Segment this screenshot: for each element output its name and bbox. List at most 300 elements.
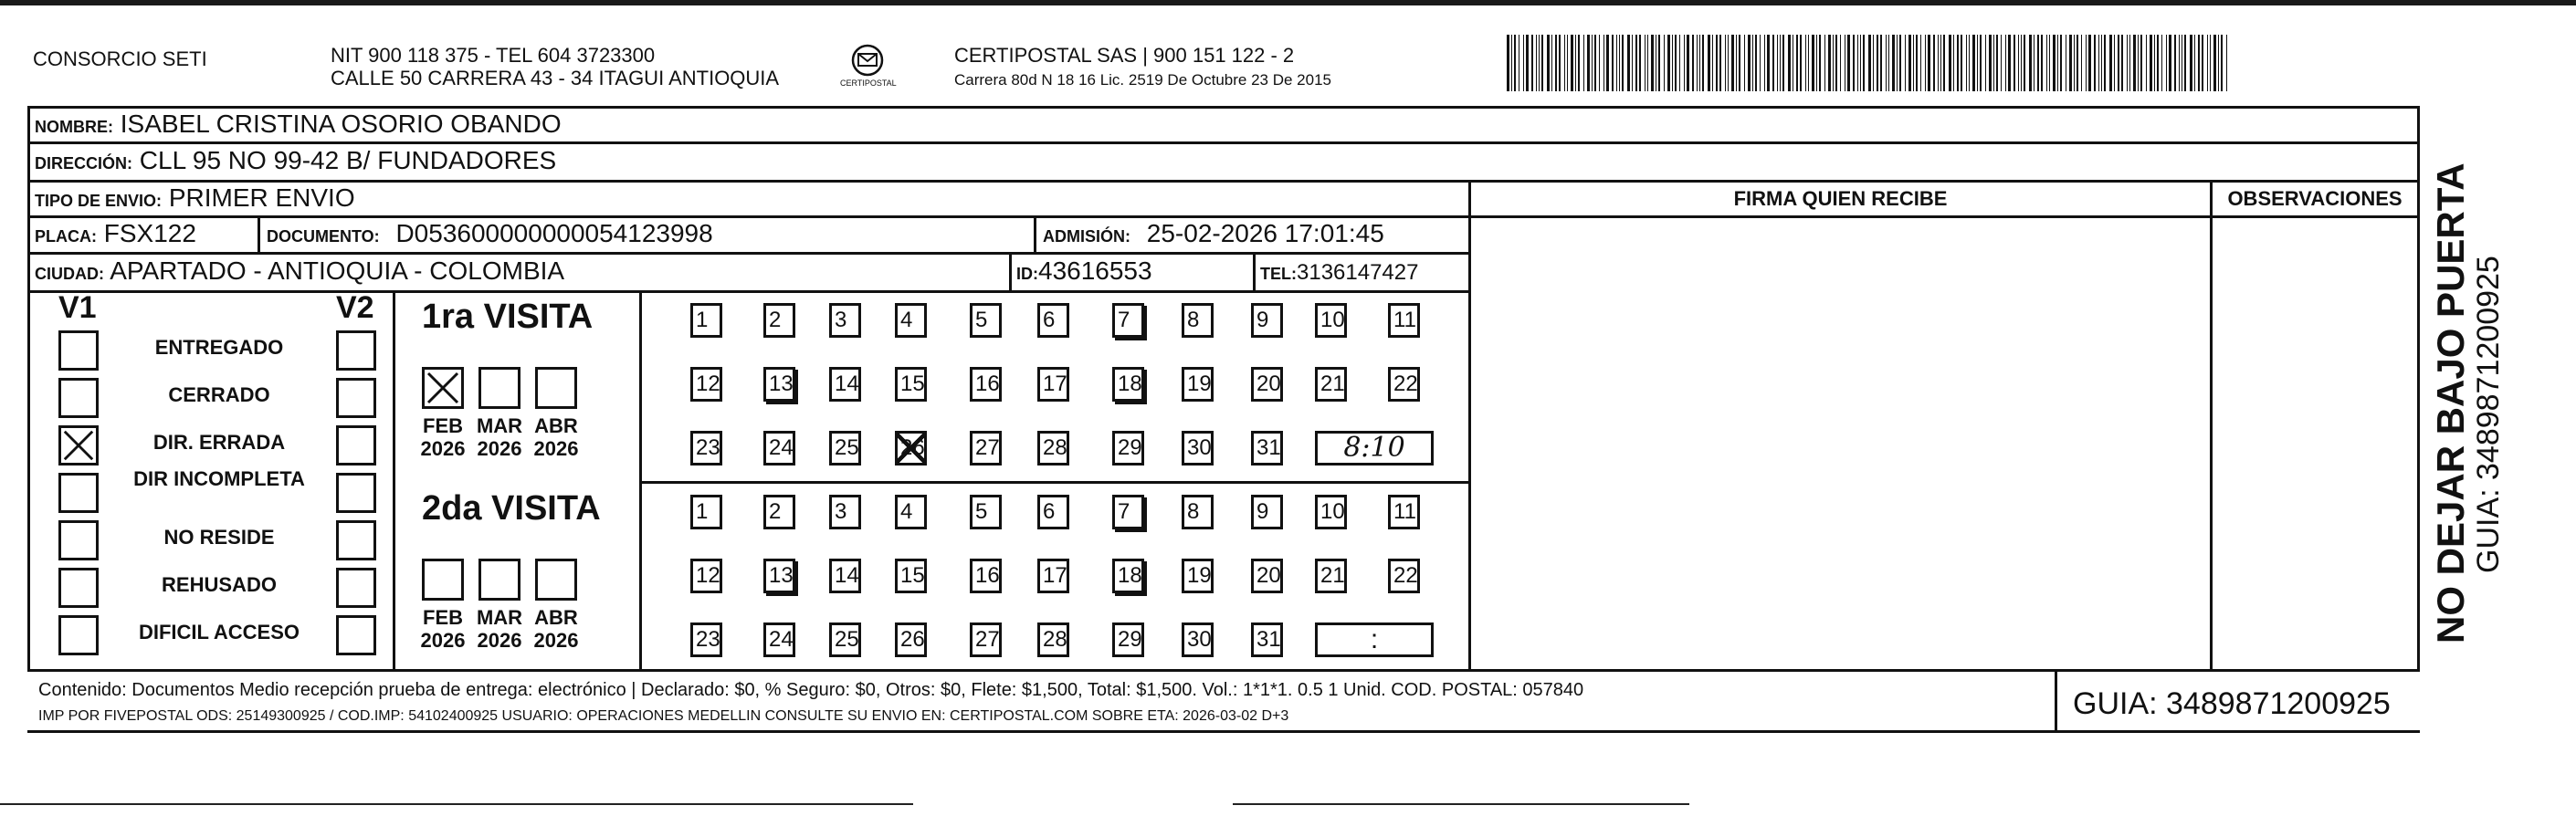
month-year: 2026 — [420, 437, 466, 460]
barcode-bar — [1977, 35, 1978, 91]
second-visit-day-box[interactable]: 19 — [1182, 559, 1214, 593]
certipostal-line: CERTIPOSTAL SAS | 900 151 122 - 2 — [954, 44, 1295, 67]
tel-field — [1260, 258, 1418, 288]
barcode-bar — [2169, 35, 2171, 91]
address-line: CALLE 50 CARRERA 43 - 34 ITAGUI ANTIOQUIA — [331, 67, 780, 89]
v2-checkbox[interactable] — [336, 615, 376, 655]
first-visit-day-box[interactable]: 31 — [1251, 431, 1283, 466]
barcode-bar — [2049, 35, 2050, 91]
second-visit-day-box[interactable]: 3 — [829, 495, 861, 529]
v2-checkbox[interactable] — [336, 568, 376, 608]
first-visit-day-box[interactable]: 25 — [829, 431, 861, 466]
v2-checkbox[interactable] — [336, 520, 376, 560]
barcode-bar — [2057, 35, 2058, 91]
barcode-bar — [1555, 35, 1557, 91]
status-option-label: DIR. ERRADA — [152, 431, 286, 454]
barcode-bar — [2174, 35, 2176, 91]
first-visit-title: 1ra VISITA — [422, 298, 594, 336]
barcode-bar — [2129, 35, 2130, 91]
v1-checkbox[interactable] — [58, 425, 99, 466]
placa-label: PLACA: — [35, 227, 97, 246]
second-visit-day-box[interactable]: 23 — [690, 622, 722, 657]
barcode-bar — [1752, 35, 1753, 91]
second-visit-day-box[interactable]: 22 — [1388, 559, 1420, 593]
status-option-label: REHUSADO — [162, 573, 277, 596]
barcode-bar — [2138, 35, 2139, 91]
documento-value: D053600000000054123998 — [395, 219, 713, 247]
barcode-bar — [2046, 35, 2047, 91]
barcode-bar — [1599, 35, 1600, 91]
barcode — [1507, 35, 2237, 91]
barcode-bar — [2034, 35, 2035, 91]
barcode-bar — [1539, 35, 1540, 91]
barcode-bar — [1739, 35, 1740, 91]
rule — [2055, 672, 2057, 732]
barcode-bar — [1873, 35, 1874, 91]
month-year: 2026 — [477, 629, 522, 652]
barcode-bar — [2024, 35, 2025, 91]
barcode-bar — [1812, 35, 1814, 91]
second-visit-day-box[interactable]: 2 — [763, 495, 795, 529]
status-option-label: NO RESIDE — [163, 526, 275, 549]
barcode-bar — [1760, 35, 1761, 91]
status-option-label: CERRADO — [168, 383, 270, 406]
barcode-bar — [2094, 35, 2096, 91]
barcode-bar — [1805, 35, 1806, 91]
second-visit-day-box[interactable]: 5 — [970, 495, 1002, 529]
barcode-bar — [1748, 35, 1751, 91]
barcode-bar — [1860, 35, 1861, 91]
side-guia-text: GUIA: 3489871200925 — [2471, 256, 2506, 573]
top-edge-line — [0, 0, 2576, 5]
barcode-bar — [1511, 35, 1512, 91]
barcode-bar — [2008, 35, 2011, 91]
barcode-bar — [2194, 35, 2195, 91]
barcode-bar — [1985, 35, 1986, 91]
first-visit-day-box[interactable]: 11 — [1388, 303, 1420, 338]
barcode-bar — [1800, 35, 1802, 91]
first-visit-month-checkbox[interactable] — [478, 367, 520, 409]
first-visit-day-box[interactable]: 15 — [895, 367, 927, 402]
barcode-bar — [1767, 35, 1770, 91]
barcode-bar — [1635, 35, 1637, 91]
rule — [258, 215, 260, 252]
barcode-bar — [2198, 35, 2200, 91]
barcode-bar — [1938, 35, 1939, 91]
rule — [2210, 180, 2213, 672]
month-name: ABR — [534, 414, 578, 437]
first-visit-day-box[interactable]: 4 — [895, 303, 927, 338]
barcode-bar — [1886, 35, 1887, 91]
second-visit-day-box[interactable]: 27 — [970, 622, 1002, 657]
status-option-label: ENTREGADO — [154, 336, 284, 359]
first-visit-day-box[interactable]: 18 — [1112, 367, 1144, 402]
v2-checkbox[interactable] — [336, 378, 376, 418]
barcode-bar — [1592, 35, 1593, 91]
barcode-bar — [2121, 35, 2123, 91]
barcode-bar — [2179, 35, 2180, 91]
observaciones-header: OBSERVACIONES — [2227, 187, 2403, 210]
barcode-bar — [1627, 35, 1630, 91]
rule — [1253, 252, 1256, 290]
barcode-bar — [1972, 35, 1975, 91]
firma-header: FIRMA QUIEN RECIBE — [1733, 187, 1948, 210]
second-visit-day-box[interactable]: 25 — [829, 622, 861, 657]
month-label — [529, 414, 584, 460]
month-year: 2026 — [533, 629, 579, 652]
barcode-bar — [1920, 35, 1921, 91]
first-visit-month-checkbox[interactable] — [422, 367, 464, 409]
placa-field — [35, 219, 196, 251]
barcode-bar — [2202, 35, 2203, 91]
second-visit-day-box[interactable]: 29 — [1112, 622, 1144, 657]
barcode-bar — [1639, 35, 1641, 91]
barcode-bar — [1567, 35, 1568, 91]
month-label — [415, 606, 470, 652]
tel-value: 3136147427 — [1297, 260, 1419, 285]
second-visit-day-box[interactable]: 15 — [895, 559, 927, 593]
barcode-bar — [1541, 35, 1543, 91]
barcode-bar — [2101, 35, 2102, 91]
barcode-bar — [2127, 35, 2128, 91]
barcode-bar — [1908, 35, 1911, 91]
first-visit-day-box[interactable]: 2 — [763, 303, 795, 338]
barcode-bar — [2146, 35, 2147, 91]
admision-label: ADMISIÓN: — [1043, 227, 1130, 246]
barcode-bar — [1616, 35, 1617, 91]
barcode-bar — [1905, 35, 1906, 91]
barcode-bar — [1933, 35, 1935, 91]
barcode-bar — [1868, 35, 1871, 91]
v2-checkbox[interactable] — [336, 330, 376, 371]
barcode-bar — [1980, 35, 1982, 91]
barcode-bar — [1808, 35, 1809, 91]
barcode-bar — [1547, 35, 1550, 91]
barcode-bar — [1966, 35, 1967, 91]
footer-contenido: Contenido: Documentos Medio recepción prueba de entrega: electrónico | Declarado: $0, % Seguro: $0, Otros: $0, Flete: $1,500, Total: $1,500. Vol.: 1*1*1. 0.5 1 Unid. COD. POSTAL: 057840 — [38, 680, 1584, 700]
barcode-bar — [1672, 35, 1673, 91]
barcode-bar — [1853, 35, 1855, 91]
second-visit-day-box[interactable]: 21 — [1315, 559, 1347, 593]
v1-checkbox[interactable] — [58, 330, 99, 371]
nombre-label: NOMBRE: — [35, 118, 113, 136]
barcode-bar — [1782, 35, 1784, 91]
first-visit-month-checkbox[interactable] — [535, 367, 577, 409]
license-line: Carrera 80d N 18 16 Lic. 2519 De Octubre 23 De 2015 — [954, 71, 1331, 89]
barcode-bar — [2218, 35, 2219, 91]
barcode-bar — [2021, 35, 2022, 91]
barcode-bar — [1796, 35, 1798, 91]
second-visit-month-checkbox[interactable] — [478, 559, 520, 601]
second-visit-day-box[interactable]: 28 — [1037, 622, 1069, 657]
v1-header: V1 — [58, 290, 97, 325]
second-visit-title: 2da VISITA — [422, 489, 601, 528]
barcode-bar — [2104, 35, 2106, 91]
barcode-bar — [1587, 35, 1590, 91]
footer-guia: GUIA: 3489871200925 — [2073, 686, 2391, 721]
barcode-bar — [2018, 35, 2019, 91]
tipo-envio-value: PRIMER ENVIO — [168, 183, 355, 212]
rule — [27, 141, 2420, 144]
status-option-label: DIR INCOMPLETA — [133, 467, 305, 490]
barcode-bar — [1712, 35, 1713, 91]
barcode-bar — [1536, 35, 1537, 91]
direccion-label: DIRECCIÓN: — [35, 154, 132, 173]
first-visit-time-box[interactable]: 8:10 — [1315, 431, 1434, 466]
barcode-bar — [1697, 35, 1698, 91]
first-visit-day-box[interactable]: 30 — [1182, 431, 1214, 466]
second-visit-day-box[interactable]: 26 — [895, 622, 927, 657]
barcode-bar — [1699, 35, 1700, 91]
bottom-edge-line — [0, 803, 913, 805]
barcode-bar — [1940, 35, 1941, 91]
second-visit-month-checkbox[interactable] — [535, 559, 577, 601]
month-name: FEB — [423, 414, 463, 437]
barcode-bar — [1989, 35, 1992, 91]
first-visit-day-box[interactable]: 21 — [1315, 367, 1347, 402]
rule — [1009, 252, 1012, 290]
barcode-bar — [2150, 35, 2152, 91]
barcode-bar — [1514, 35, 1516, 91]
month-name: FEB — [423, 606, 463, 629]
certipostal-logo — [840, 40, 895, 95]
second-visit-day-box[interactable]: 11 — [1388, 495, 1420, 529]
barcode-bar — [1888, 35, 1889, 91]
rule — [27, 215, 2420, 218]
first-visit-day-box[interactable]: 24 — [763, 431, 795, 466]
barcode-bar — [2060, 35, 2062, 91]
barcode-bar — [1647, 35, 1648, 91]
first-visit-day-box[interactable]: 29 — [1112, 431, 1144, 466]
barcode-bar — [1925, 35, 1926, 91]
first-visit-day-box[interactable]: 1 — [690, 303, 722, 338]
second-visit-day-box[interactable]: 31 — [1251, 622, 1283, 657]
barcode-bar — [2140, 35, 2142, 91]
ciudad-field — [35, 256, 564, 288]
bottom-edge-line — [1233, 803, 1689, 805]
barcode-bar — [1728, 35, 1729, 91]
barcode-bar — [1651, 35, 1654, 91]
second-visit-day-box[interactable]: 12 — [690, 559, 722, 593]
second-visit-time-box[interactable]: : — [1315, 622, 1434, 657]
first-visit-day-box[interactable]: 22 — [1388, 367, 1420, 402]
first-visit-day-box[interactable]: 27 — [970, 431, 1002, 466]
barcode-bar — [1969, 35, 1970, 91]
barcode-bar — [1594, 35, 1596, 91]
barcode-bar — [1719, 35, 1721, 91]
barcode-bar — [1575, 35, 1576, 91]
barcode-bar — [1916, 35, 1918, 91]
first-visit-day-box[interactable]: 17 — [1037, 367, 1069, 402]
second-visit-day-box[interactable]: 6 — [1037, 495, 1069, 529]
barcode-bar — [1716, 35, 1718, 91]
admision-value: 25-02-2026 17:01:45 — [1146, 219, 1384, 247]
second-visit-day-box[interactable]: 24 — [763, 622, 795, 657]
first-visit-day-box[interactable]: 8 — [1182, 303, 1214, 338]
second-visit-day-box[interactable]: 30 — [1182, 622, 1214, 657]
barcode-bar — [2086, 35, 2087, 91]
barcode-bar — [1835, 35, 1837, 91]
barcode-bar — [2013, 35, 2015, 91]
barcode-bar — [2081, 35, 2082, 91]
second-visit-day-box[interactable]: 14 — [829, 559, 861, 593]
admision-field — [1043, 219, 1384, 251]
barcode-bar — [1667, 35, 1670, 91]
barcode-bar — [1857, 35, 1858, 91]
second-visit-day-box[interactable]: 13 — [763, 559, 795, 593]
barcode-bar — [2053, 35, 2056, 91]
barcode-bar — [2109, 35, 2112, 91]
barcode-bar — [1622, 35, 1624, 91]
barcode-bar — [1531, 35, 1533, 91]
barcode-bar — [2029, 35, 2032, 91]
rule — [27, 730, 2420, 733]
barcode-bar — [1679, 35, 1680, 91]
v2-checkbox[interactable] — [336, 425, 376, 466]
second-visit-month-checkbox[interactable] — [422, 559, 464, 601]
barcode-bar — [2088, 35, 2091, 91]
barcode-bar — [2077, 35, 2078, 91]
footer-impresion: IMP POR FIVEPOSTAL ODS: 25149300925 / COD.IMP: 54102400925 USUARIO: OPERACIONES MEDELLIN CONSULTE SU ENVIO EN: CERTIPOSTAL.COM SOBRE ETA: 2026-03-02 D+3 — [38, 708, 1289, 724]
barcode-bar — [1993, 35, 1994, 91]
first-visit-day-box[interactable]: 14 — [829, 367, 861, 402]
barcode-bar — [1772, 35, 1774, 91]
first-visit-day-box[interactable]: 16 — [970, 367, 1002, 402]
barcode-bar — [1744, 35, 1745, 91]
first-visit-day-box[interactable]: 5 — [970, 303, 1002, 338]
barcode-bar — [2157, 35, 2159, 91]
first-visit-day-box[interactable]: 28 — [1037, 431, 1069, 466]
second-visit-day-box[interactable]: 8 — [1182, 495, 1214, 529]
barcode-bar — [1578, 35, 1580, 91]
first-visit-day-box[interactable]: 19 — [1182, 367, 1214, 402]
barcode-bar — [1840, 35, 1841, 91]
second-visit-day-box[interactable]: 9 — [1251, 495, 1283, 529]
v1-checkbox[interactable] — [58, 615, 99, 655]
second-visit-day-box[interactable]: 10 — [1315, 495, 1347, 529]
first-visit-day-box[interactable]: 7 — [1112, 303, 1144, 338]
ciudad-label: CIUDAD: — [35, 265, 104, 283]
barcode-bar — [1953, 35, 1954, 91]
barcode-bar — [1816, 35, 1817, 91]
barcode-bar — [2166, 35, 2167, 91]
v2-header: V2 — [336, 290, 374, 325]
nombre-field — [35, 110, 562, 141]
first-visit-day-box[interactable]: 10 — [1315, 303, 1347, 338]
tel-label: TEL: — [1260, 265, 1297, 283]
barcode-bar — [1731, 35, 1734, 91]
second-visit-day-box[interactable]: 1 — [690, 495, 722, 529]
rule — [393, 290, 395, 672]
barcode-bar — [2118, 35, 2119, 91]
barcode-bar — [2037, 35, 2039, 91]
second-visit-day-box[interactable]: 16 — [970, 559, 1002, 593]
month-label — [472, 414, 527, 460]
barcode-bar — [1824, 35, 1825, 91]
documento-label: DOCUMENTO: — [267, 227, 380, 246]
first-visit-day-box[interactable]: 20 — [1251, 367, 1283, 402]
barcode-bar — [1658, 35, 1660, 91]
barcode-bar — [1507, 35, 1509, 91]
v2-checkbox[interactable] — [336, 473, 376, 513]
barcode-bar — [1526, 35, 1529, 91]
barcode-bar — [2184, 35, 2186, 91]
first-visit-day-box[interactable]: 23 — [690, 431, 722, 466]
barcode-bar — [1847, 35, 1850, 91]
second-visit-day-box[interactable]: 20 — [1251, 559, 1283, 593]
barcode-bar — [1780, 35, 1781, 91]
barcode-bar — [1863, 35, 1865, 91]
barcode-bar — [1736, 35, 1737, 91]
barcode-bar — [2210, 35, 2211, 91]
v1-checkbox[interactable] — [58, 473, 99, 513]
barcode-bar — [1612, 35, 1614, 91]
barcode-bar — [2213, 35, 2216, 91]
direccion-field — [35, 146, 556, 178]
second-visit-day-box[interactable]: 7 — [1112, 495, 1144, 529]
barcode-bar — [1764, 35, 1765, 91]
barcode-bar — [1913, 35, 1914, 91]
month-year: 2026 — [477, 437, 522, 460]
id-label: ID: — [1016, 265, 1038, 283]
id-field — [1016, 256, 1152, 288]
barcode-bar — [2005, 35, 2006, 91]
tipo-envio-field — [35, 183, 355, 215]
rule — [27, 290, 1470, 293]
barcode-bar — [2001, 35, 2002, 91]
barcode-bar — [2226, 35, 2227, 91]
no-dejar-bajo-puerta-text: NO DEJAR BAJO PUERTA — [2429, 162, 2472, 643]
id-value: 43616553 — [1038, 256, 1152, 285]
first-visit-day-box[interactable]: 12 — [690, 367, 722, 402]
barcode-bar — [1928, 35, 1930, 91]
barcode-bar — [2114, 35, 2115, 91]
barcode-bar — [1603, 35, 1604, 91]
barcode-bar — [1606, 35, 1609, 91]
ciudad-value: APARTADO - ANTIOQUIA - COLOMBIA — [110, 256, 565, 285]
barcode-bar — [1877, 35, 1878, 91]
barcode-bar — [1996, 35, 1998, 91]
first-visit-day-box[interactable]: 9 — [1251, 303, 1283, 338]
v1-checkbox[interactable] — [58, 568, 99, 608]
v1-checkbox[interactable] — [58, 520, 99, 560]
documento-field — [267, 219, 713, 251]
barcode-bar — [1828, 35, 1831, 91]
barcode-bar — [1949, 35, 1951, 91]
second-visit-day-box[interactable]: 17 — [1037, 559, 1069, 593]
barcode-bar — [1897, 35, 1898, 91]
first-visit-day-box[interactable]: 3 — [829, 303, 861, 338]
v1-checkbox[interactable] — [58, 378, 99, 418]
barcode-bar — [1571, 35, 1573, 91]
barcode-bar — [1687, 35, 1689, 91]
second-visit-day-box[interactable]: 4 — [895, 495, 927, 529]
first-visit-day-box[interactable]: 26 — [895, 431, 927, 466]
barcode-bar — [1725, 35, 1726, 91]
barcode-bar — [2098, 35, 2099, 91]
month-year: 2026 — [420, 629, 466, 652]
first-visit-day-box[interactable]: 13 — [763, 367, 795, 402]
direccion-value: CLL 95 NO 99-42 B/ FUNDADORES — [139, 146, 557, 174]
barcode-bar — [1819, 35, 1821, 91]
first-visit-day-box[interactable]: 6 — [1037, 303, 1069, 338]
logo-caption: CERTIPOSTAL — [840, 78, 897, 88]
tipo-envio-label: TIPO DE ENVIO: — [35, 192, 163, 210]
barcode-bar — [1702, 35, 1704, 91]
barcode-bar — [1833, 35, 1834, 91]
rule — [27, 669, 2420, 672]
second-visit-day-box[interactable]: 18 — [1112, 559, 1144, 593]
